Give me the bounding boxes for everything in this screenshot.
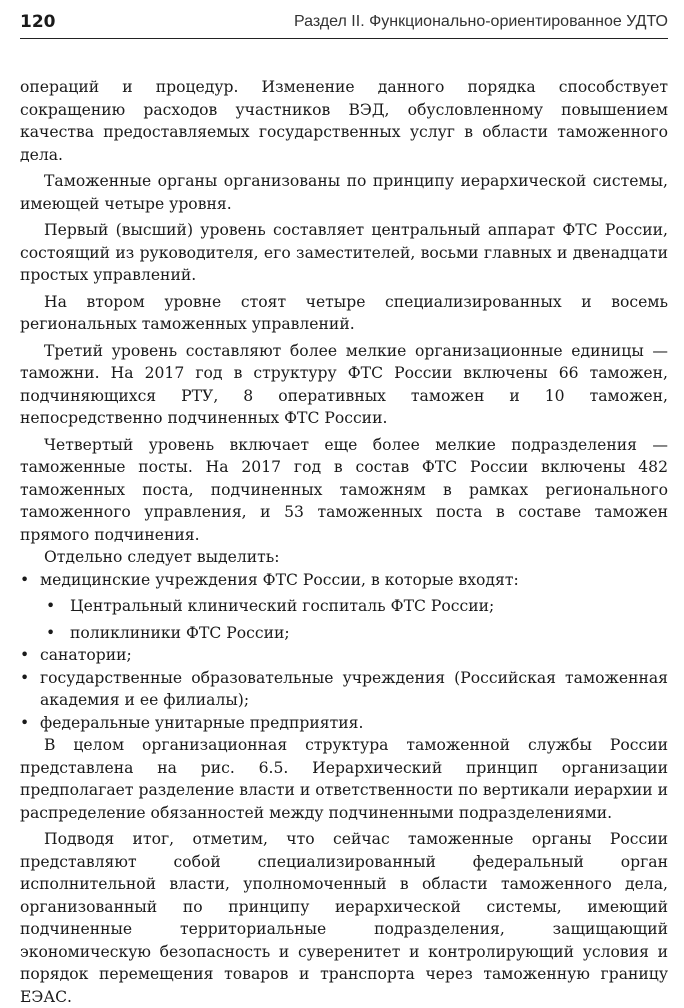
paragraph-structure: В целом организационная структура таможенной службы России представлена на рис. 6.5. Иерархический принцип организации предполагает разделение власти и ответственности по вертикали иерархии и распределение обязанностей между подчиненными подразделениями. <box>20 736 668 822</box>
paragraph-continuation: операций и процедур. Изменение данного порядка способствует сокращению расходов участников ВЭД, обусловленному повышением качества предоставляемых государственных услуг в области таможенного дела. <box>20 78 668 164</box>
list-item <box>20 667 668 712</box>
paragraph-level-2: На втором уровне стоят четыре специализированных и восемь региональных таможенных управлений. <box>20 292 668 333</box>
page-number: 120 <box>20 12 56 32</box>
list-item-text: медицинские учреждения ФТС России, в которые входят: <box>40 570 519 589</box>
bullet-icon: • <box>20 570 30 589</box>
list-item <box>20 569 668 592</box>
page-body <box>20 76 668 1008</box>
bullet-icon: • <box>20 713 30 732</box>
running-title: Раздел II. Функционально-ориентированное УДТО <box>293 13 668 30</box>
bullet-icon: • <box>46 623 56 642</box>
list-item <box>20 712 668 735</box>
list-item-text: санатории; <box>40 646 132 664</box>
paragraph-hierarchy: Таможенные органы организованы по принципу иерархической системы, имеющей четыре уровня. <box>20 172 668 213</box>
paragraph-level-1: Первый (высший) уровень составляет центральный аппарат ФТС России, состоящий из руководителя, его заместителей, восьми главных и двенадцати простых управлений. <box>20 221 668 284</box>
paragraph-level-4: Четвертый уровень включает еще более мелкие подразделения — таможенные посты. На 2017 год в состав ФТС России включены 482 таможенных поста, подчиненных таможням в рамках регионального таможенного управления, и 53 таможенных поста в составе таможен прямого подчинения. <box>20 435 668 544</box>
list-item-nested <box>20 622 668 645</box>
paragraph-conclusion: Подводя итог, отметим, что сейчас таможенные органы России представляют собой специализированный федеральный орган исполнительной власти, уполномоченный в области таможенного дела, организованный по принципу иерархической системы, имеющий подчиненные территориальные подразделения, защищающий экономическую безопасность и суверенитет и контролирующий условия и порядок перемещения товаров и транспорта через таможенную границу ЕЭАС. <box>20 830 668 1006</box>
page-header <box>20 8 668 39</box>
bullet-icon: • <box>20 646 30 664</box>
list-item-text: Центральный клинический госпиталь ФТС России; <box>70 597 495 615</box>
list-item-nested <box>20 595 668 618</box>
list-item-text: федеральные унитарные предприятия. <box>40 713 364 732</box>
paragraph-list-intro: Отдельно следует выделить: <box>44 548 280 566</box>
bullet-icon: • <box>20 668 30 687</box>
bullet-icon: • <box>46 597 56 615</box>
paragraph-level-3: Третий уровень составляют более мелкие организационные единицы — таможни. На 2017 год в структуру ФТС России включены 66 таможен, подчиняющихся РТУ, 8 оперативных таможен и 10 таможен, непосредственно подчиненных ФТС России. <box>20 341 668 427</box>
list-item-text: государственные образовательные учреждения (Российская таможенная академия и ее филиалы); <box>40 668 668 709</box>
list-item-text: поликлиники ФТС России; <box>70 623 290 642</box>
list-item <box>20 644 668 667</box>
